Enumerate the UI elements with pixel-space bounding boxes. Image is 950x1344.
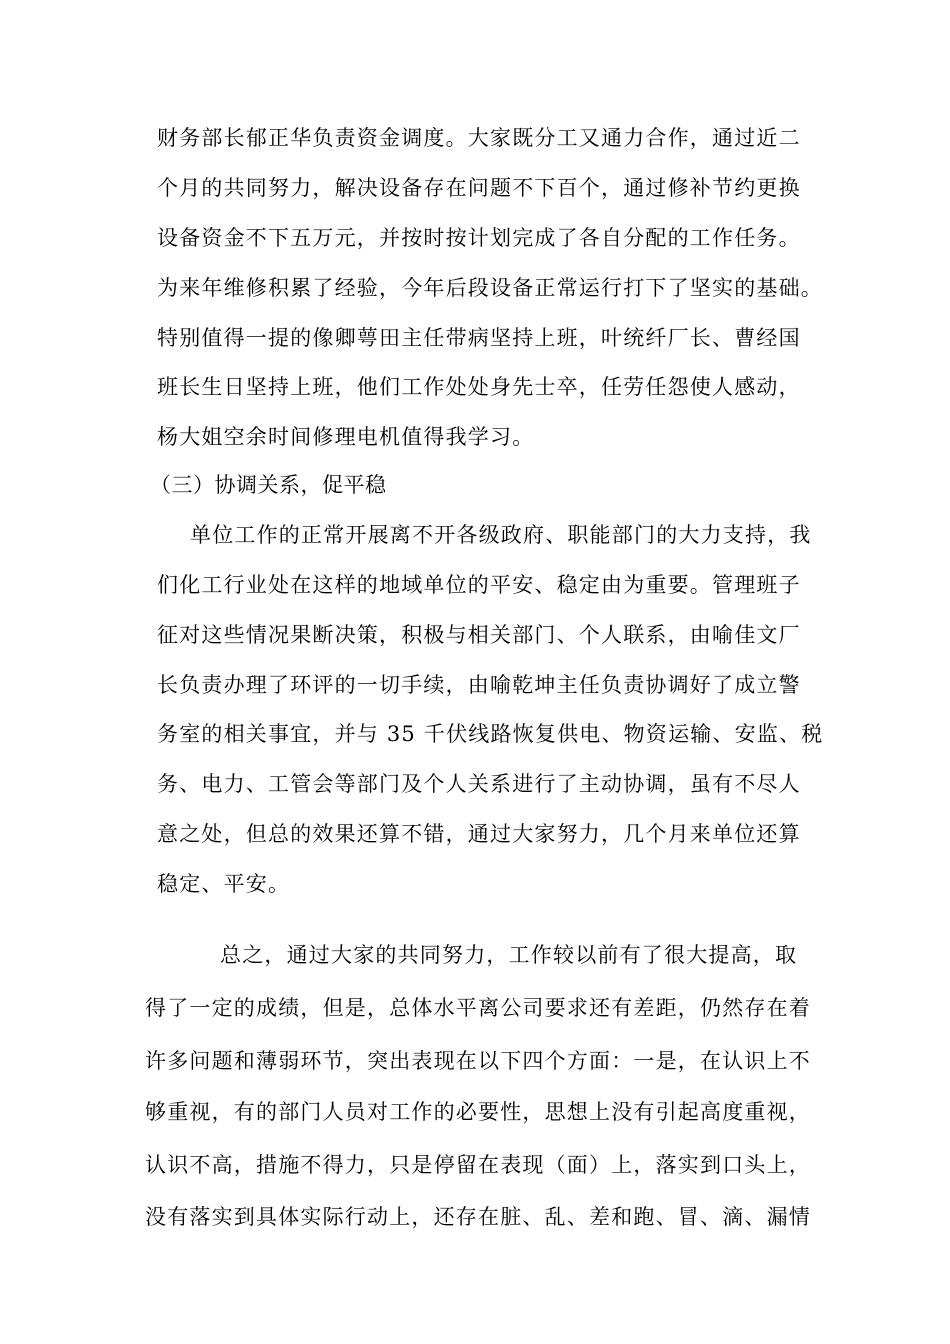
paragraph-c-line: 认识不高，措施不得力，只是停留在表现（面）上，落实到口头上， <box>145 1153 811 1177</box>
paragraph-b-line: 征对这些情况果断决策，积极与相关部门、个人联系，由喻佳文厂 <box>157 623 801 647</box>
paragraph-a-line: 设备资金不下五万元，并按时按计划完成了各自分配的工作任务。 <box>157 226 801 250</box>
paragraph-b-line: 们化工行业处在这样的地域单位的平安、稳定由为重要。管理班子 <box>157 573 801 597</box>
paragraph-a-line: 财务部长郁正华负责资金调度。大家既分工又通力合作，通过近二 <box>157 126 801 150</box>
paragraph-b-line: 务室的相关事宜，并与 35 千伏线路恢复供电、物资运输、安监、税 <box>157 722 824 746</box>
paragraph-a-line: 特别值得一提的像卿萼田主任带病坚持上班，叶统纤厂长、曹经国 <box>157 326 801 350</box>
paragraph-b-line: 意之处，但总的效果还算不错，通过大家努力，几个月来单位还算 <box>157 822 801 846</box>
paragraph-b-line: 稳定、平安。 <box>157 872 291 896</box>
paragraph-b-line: 长负责办理了环评的一切手续，由喻乾坤主任负责协调好了成立警 <box>157 673 801 697</box>
paragraph-a-line: 杨大姐空余时间修理电机值得我学习。 <box>157 425 535 449</box>
paragraph-c-line: 总之，通过大家的共同努力，工作较以前有了很大提高，取 <box>220 943 798 967</box>
paragraph-c-line: 得了一定的成绩，但是，总体水平离公司要求还有差距，仍然存在着 <box>145 996 811 1020</box>
paragraph-b-line: 单位工作的正常开展离不开各级政府、职能部门的大力支持，我 <box>190 523 812 547</box>
paragraph-c-line: 够重视，有的部门人员对工作的必要性，思想上没有引起高度重视， <box>145 1100 811 1124</box>
paragraph-c-line: 许多问题和薄弱环节，突出表现在以下四个方面：一是，在认识上不 <box>145 1049 811 1073</box>
paragraph-c-line: 没有落实到具体实际行动上，还存在脏、乱、差和跑、冒、滴、漏情 <box>145 1205 811 1229</box>
paragraph-a-line: 个月的共同努力，解决设备存在问题不下百个，通过修补节约更换 <box>157 176 801 200</box>
section-heading: （三）协调关系，促平稳 <box>150 473 387 497</box>
paragraph-a-line: 为来年维修积累了经验，今年后段设备正常运行打下了坚实的基础。 <box>157 276 823 300</box>
paragraph-b-line: 务、电力、工管会等部门及个人关系进行了主动协调，虽有不尽人 <box>157 772 801 796</box>
paragraph-a-line: 班长生日坚持上班，他们工作处处身先士卒，任劳任怨使人感动， <box>157 375 801 399</box>
